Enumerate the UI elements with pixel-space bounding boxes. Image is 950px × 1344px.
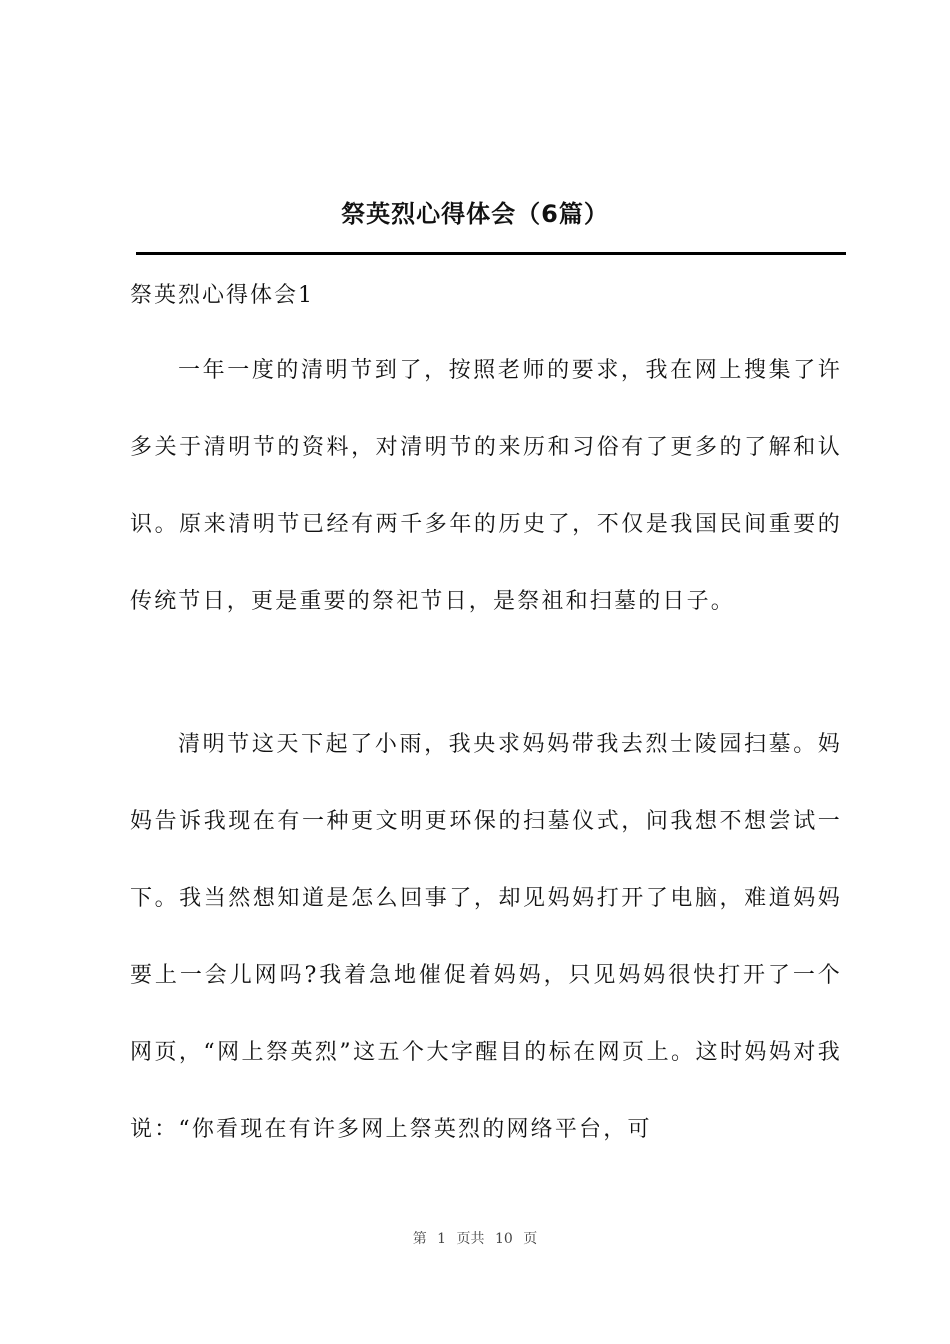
- section-heading: 祭英烈心得体会1: [130, 283, 314, 308]
- page-footer: 第 1 页共 10 页: [412, 1231, 538, 1247]
- title-divider: [136, 252, 846, 255]
- document-title: 祭英烈心得体会（6篇）: [341, 200, 609, 228]
- paragraph-2: 清明节这天下起了小雨，我央求妈妈带我去烈士陵园扫墓。妈妈告诉我现在有一种更文明更环保的扫墓仪式，问我想不想尝试一下。我当然想知道是怎么回事了，却见妈妈打开了电脑，难道妈妈要上一会儿网吗?我着急地催促着妈妈，只见妈妈很快打开了一个网页，“网上祭英烈”这五个大字醒目的标在网页上。这时妈妈对我说：“你看现在有许多网上祭英烈的网络平台，可: [130, 732, 842, 1142]
- paragraph-1: 一年一度的清明节到了，按照老师的要求，我在网上搜集了许多关于清明节的资料，对清明节的来历和习俗有了更多的了解和认识。原来清明节已经有两千多年的历史了，不仅是我国民间重要的传统节日，更是重要的祭祀节日，是祭祖和扫墓的日子。: [130, 358, 842, 614]
